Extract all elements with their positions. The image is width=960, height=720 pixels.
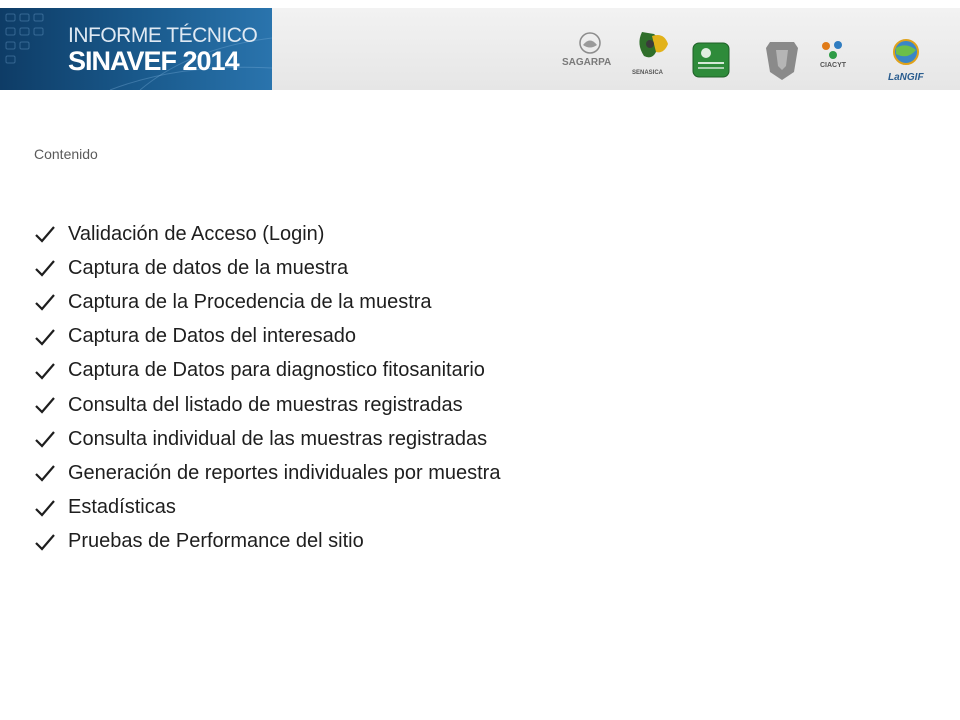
list-item — [34, 251, 500, 285]
list-item — [34, 422, 500, 456]
langif-text: LaNGIF — [888, 72, 924, 83]
list-item-label: Captura de datos de la muestra — [68, 256, 349, 279]
list-item — [34, 456, 500, 490]
ciacyt-logo — [820, 40, 880, 100]
list-item — [34, 354, 500, 388]
list-item-label: Estadísticas — [68, 496, 176, 519]
senasica-text: SENASICA — [632, 70, 664, 76]
list-item-label: Captura de la Procedencia de la muestra — [68, 290, 432, 313]
list-item-label: Generación de reportes individuales por muestra — [68, 461, 501, 484]
list-item — [34, 491, 500, 525]
checkmark-icon — [34, 258, 56, 278]
checkmark-icon — [34, 532, 56, 552]
list-item-label: Consulta individual de las muestras registradas — [68, 427, 488, 450]
sagarpa-logo — [560, 30, 620, 90]
langif-globe-icon — [884, 38, 924, 72]
list-item-label: Validación de Acceso (Login) — [68, 222, 325, 245]
list-item-label: Pruebas de Performance del sitio — [68, 530, 364, 553]
section-label: Contenido — [34, 146, 98, 162]
checkmark-icon — [34, 395, 56, 415]
banner-subtitle: SINAVEF 2014 — [68, 46, 239, 76]
content-checklist — [34, 217, 500, 559]
list-item — [34, 320, 500, 354]
uaslp-logo — [758, 38, 806, 98]
sinavef-badge-icon — [692, 42, 730, 78]
ciacyt-molecule-icon — [820, 40, 846, 60]
banner-title: INFORME TÉCNICO — [68, 24, 258, 47]
ciacyt-text: CIACYT — [820, 62, 847, 69]
report-banner — [0, 8, 272, 90]
list-item — [34, 285, 500, 319]
list-item-label: Consulta del listado de muestras registradas — [68, 393, 463, 416]
list-item — [34, 525, 500, 559]
senasica-logo — [634, 30, 674, 90]
list-item-label: Captura de Datos para diagnostico fitosanitario — [68, 359, 485, 382]
list-item-label: Captura de Datos del interesado — [68, 325, 356, 348]
university-shield-icon — [758, 38, 806, 84]
header — [0, 0, 960, 95]
list-item — [34, 388, 500, 422]
checkmark-icon — [34, 327, 56, 347]
list-item — [34, 217, 500, 251]
sagarpa-text: SAGARPA — [562, 57, 612, 68]
partner-logos — [272, 8, 960, 90]
checkmark-icon — [34, 429, 56, 449]
checkmark-icon — [34, 463, 56, 483]
langif-logo — [884, 38, 932, 98]
checkmark-icon — [34, 292, 56, 312]
checkmark-icon — [34, 224, 56, 244]
checkmark-icon — [34, 498, 56, 518]
sinavef-logo — [692, 42, 732, 102]
checkmark-icon — [34, 361, 56, 381]
